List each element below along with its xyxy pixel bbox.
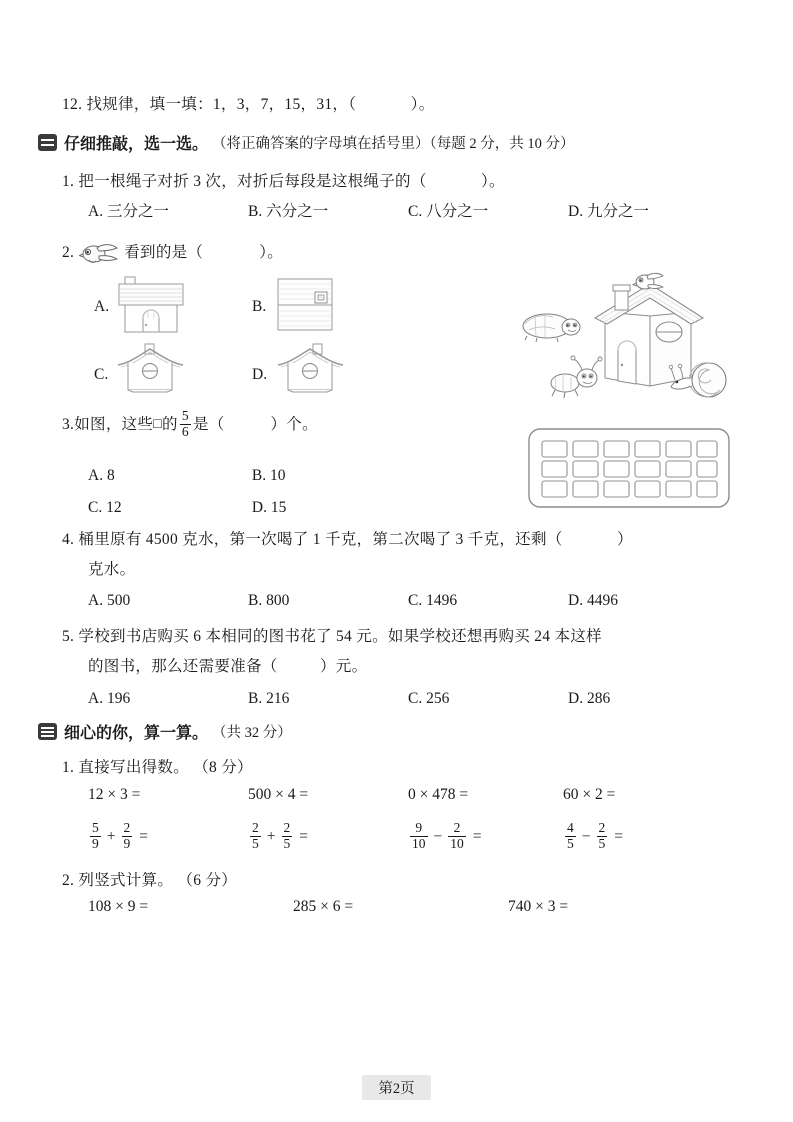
calc-item[interactable]: 500 × 4 = xyxy=(248,786,309,803)
calc-item[interactable]: 12 × 3 = xyxy=(88,786,141,803)
choice-2-option-a-label[interactable] xyxy=(94,298,109,316)
option-text: 196 xyxy=(106,690,131,707)
choice-question-1 xyxy=(62,167,505,197)
choice-1-number: 1. xyxy=(62,173,75,190)
option-label: C. xyxy=(408,203,423,220)
option-label: B. xyxy=(248,592,263,609)
option-label: D. xyxy=(568,592,584,609)
option-text: 九分之一 xyxy=(586,203,649,220)
house-with-animals-scene xyxy=(495,268,760,400)
calc-item[interactable]: 285 × 6 = xyxy=(293,898,354,915)
choice-2-text-end: ）。 xyxy=(259,244,284,261)
option-text: 8 xyxy=(106,467,115,484)
option-label: B. xyxy=(248,203,263,220)
choice-5-option-a[interactable] xyxy=(88,684,248,714)
fraction-denominator: 9 xyxy=(123,835,131,851)
fraction-expression[interactable] xyxy=(408,822,563,852)
choice-2-option-d-label[interactable] xyxy=(252,366,267,384)
fraction-denominator: 5 xyxy=(567,835,574,851)
calc-sub1-heading xyxy=(62,753,253,783)
option-label: B. xyxy=(252,298,267,315)
choice-3-text-b: 的 xyxy=(162,416,178,434)
fraction-numerator: 5 xyxy=(92,820,99,835)
choice-5-line2 xyxy=(88,652,367,682)
house-gable-view-2 xyxy=(275,343,347,393)
operator: + xyxy=(266,828,276,846)
option-text: 15 xyxy=(270,499,287,516)
page-number: 第2页 xyxy=(362,1075,430,1100)
choice-4-option-c[interactable] xyxy=(408,586,568,616)
calc-sub2-title: 列竖式计算。 xyxy=(78,872,174,889)
calc-sub1-row2 xyxy=(88,822,623,852)
option-text: 三分之一 xyxy=(106,203,169,220)
calc-item[interactable]: 740 × 3 = xyxy=(508,898,569,915)
fraction-operand-b xyxy=(597,821,608,851)
bird-icon xyxy=(79,241,119,265)
operator: + xyxy=(106,828,116,846)
choice-4-option-d[interactable] xyxy=(568,586,618,616)
equals-sign: = xyxy=(299,828,308,846)
choice-4-text: 桶里原有 4500 克水，第一次喝了 1 千克，第二次喝了 3 千克，还剩（ xyxy=(78,531,563,548)
choice-3-text-end: ）个。 xyxy=(270,416,318,434)
choice-5-text-line2: 的图书，那么还需要准备（ xyxy=(88,658,278,675)
option-text: 286 xyxy=(586,690,611,707)
fraction-operand-b xyxy=(122,821,133,851)
calc-sub1-note: （8 分） xyxy=(193,759,253,776)
choice-5-option-b[interactable] xyxy=(248,684,408,714)
fraction-denominator: 10 xyxy=(450,835,464,851)
square-glyph: □ xyxy=(153,417,163,433)
choice-question-2 xyxy=(62,238,283,268)
option-text: 216 xyxy=(266,690,290,707)
fraction-expression[interactable] xyxy=(248,822,408,852)
choice-3-options xyxy=(88,460,286,524)
choice-4-options xyxy=(88,586,618,616)
choice-4-number: 4. xyxy=(62,531,75,548)
choice-3-option-a[interactable] xyxy=(88,460,248,492)
option-label: A. xyxy=(88,203,104,220)
fraction-numerator: 9 xyxy=(415,820,423,835)
option-text: 4496 xyxy=(586,592,618,609)
section-header-choice xyxy=(38,131,575,154)
calc-sub2-heading xyxy=(62,866,237,896)
option-text: 1496 xyxy=(426,592,458,609)
option-text: 八分之一 xyxy=(426,203,489,220)
option-label: D. xyxy=(568,203,584,220)
squares-grid-figure xyxy=(528,428,730,508)
option-label: D. xyxy=(251,499,267,516)
option-text: 256 xyxy=(426,690,450,707)
fraction-denominator: 5 xyxy=(283,835,291,851)
choice-5-options xyxy=(88,684,610,714)
choice-1-option-d[interactable] xyxy=(568,197,649,227)
book-icon xyxy=(38,134,57,151)
section-header-calc xyxy=(38,720,292,743)
option-label: A. xyxy=(94,298,110,315)
calc-sub1-number: 1. xyxy=(62,759,75,776)
choice-3-option-b[interactable] xyxy=(252,467,286,484)
calc-item[interactable]: 108 × 9 = xyxy=(88,898,149,915)
fraction-numerator: 2 xyxy=(598,820,606,835)
option-text: 500 xyxy=(106,592,131,609)
section-choice-title: 仔细推敲，选一选。 xyxy=(64,134,209,153)
fraction-operand-b xyxy=(448,821,466,851)
option-label: B. xyxy=(248,690,263,707)
section-calc-title: 细心的你，算一算。 xyxy=(64,723,209,742)
section-choice-note: （将正确答案的字母填在括号里）（每题 2 分，共 10 分） xyxy=(212,136,575,152)
option-text: 六分之一 xyxy=(266,203,329,220)
question-12-text: 找规律，填一填：1，3，7，15，31，（ xyxy=(86,96,357,113)
choice-4-text-line2: 克水。 xyxy=(88,561,136,578)
choice-3-number: 3. xyxy=(62,416,75,434)
choice-1-option-a[interactable] xyxy=(88,197,248,227)
fraction-denominator: 5 xyxy=(598,835,606,851)
choice-4-text-end: ） xyxy=(616,531,633,548)
choice-question-3 xyxy=(62,410,318,440)
choice-3-option-c[interactable] xyxy=(88,492,248,524)
fraction-numerator: 5 xyxy=(181,408,189,423)
fraction-expression[interactable] xyxy=(88,822,248,852)
choice-5-option-d[interactable] xyxy=(568,684,610,714)
choice-3-text-c: 是（ xyxy=(192,416,225,434)
choice-3-fraction xyxy=(180,409,191,439)
choice-question-4 xyxy=(62,525,633,555)
choice-1-options xyxy=(88,197,649,227)
calc-sub2-number: 2. xyxy=(62,872,75,889)
choice-2-option-b-label[interactable] xyxy=(252,298,266,316)
book-icon xyxy=(38,723,57,740)
option-label: C. xyxy=(88,499,103,516)
house-side-view xyxy=(276,278,334,332)
option-label: B. xyxy=(251,467,267,484)
question-12 xyxy=(62,90,435,120)
question-12-text-end: ）。 xyxy=(410,96,435,113)
choice-1-option-b[interactable] xyxy=(248,197,408,227)
option-text: 800 xyxy=(266,592,290,609)
equals-sign: = xyxy=(139,828,148,846)
choice-4-option-a[interactable] xyxy=(88,586,248,616)
fraction-denominator: 6 xyxy=(181,423,189,439)
equals-sign: = xyxy=(472,828,482,846)
calc-item[interactable]: 0 × 478 = xyxy=(408,786,469,803)
fraction-operand-a xyxy=(410,821,428,851)
choice-5-number: 5. xyxy=(62,628,75,645)
choice-5-text: 学校到书店购买 6 本相同的图书花了 54 元。如果学校还想再购买 24 本这样 xyxy=(78,628,602,645)
calc-sub2-row xyxy=(88,898,568,916)
option-label: A. xyxy=(88,690,104,707)
option-label: D. xyxy=(252,366,268,383)
calc-sub1-title: 直接写出得数。 xyxy=(78,759,190,776)
calc-sub2-note: （6 分） xyxy=(177,872,238,889)
operator: − xyxy=(581,828,591,846)
option-label: C. xyxy=(94,366,109,383)
fraction-operand-a xyxy=(250,821,261,851)
fraction-denominator: 5 xyxy=(252,835,259,851)
choice-5-option-c[interactable] xyxy=(408,684,568,714)
fraction-operand-a xyxy=(565,821,576,851)
option-label: A. xyxy=(88,467,104,484)
operator: − xyxy=(433,828,443,846)
choice-1-option-c[interactable] xyxy=(408,197,568,227)
house-front-view xyxy=(115,276,187,334)
choice-2-option-c-label[interactable] xyxy=(94,366,108,384)
fraction-denominator: 9 xyxy=(92,835,99,851)
option-label: D. xyxy=(568,690,584,707)
option-label: C. xyxy=(408,592,423,609)
fraction-denominator: 10 xyxy=(412,835,426,851)
option-text: 12 xyxy=(106,499,122,516)
option-label: C. xyxy=(408,690,423,707)
choice-2-number: 2. xyxy=(62,244,75,261)
choice-3-option-d[interactable] xyxy=(252,499,286,516)
choice-5-text-line2-end: ）元。 xyxy=(319,658,368,675)
question-12-number: 12. xyxy=(62,96,83,113)
fraction-operand-b xyxy=(282,821,293,851)
choice-4-line2 xyxy=(88,555,135,585)
fraction-numerator: 4 xyxy=(567,820,574,835)
choice-1-text-end: ）。 xyxy=(481,173,505,190)
fraction-numerator: 2 xyxy=(123,820,131,835)
section-calc-note: （共 32 分） xyxy=(212,725,292,741)
choice-1-text: 把一根绳子对折 3 次，对折后每段是这根绳子的（ xyxy=(78,173,427,190)
choice-question-5 xyxy=(62,622,602,652)
choice-3-text-a: 如图，这些 xyxy=(74,416,154,434)
choice-2-text: 看到的是（ xyxy=(124,244,204,261)
option-text: 10 xyxy=(269,467,286,484)
equals-sign: = xyxy=(614,828,623,846)
option-label: A. xyxy=(88,592,104,609)
fraction-numerator: 2 xyxy=(252,820,259,835)
fraction-numerator: 2 xyxy=(283,820,291,835)
fraction-numerator: 2 xyxy=(453,820,461,835)
fraction-operand-a xyxy=(90,821,101,851)
house-gable-view xyxy=(115,343,187,393)
calc-item[interactable]: 60 × 2 = xyxy=(563,786,616,803)
page-footer xyxy=(0,1075,793,1100)
fraction-expression[interactable] xyxy=(563,822,623,852)
calc-sub1-row1 xyxy=(88,786,615,804)
choice-4-option-b[interactable] xyxy=(248,586,408,616)
